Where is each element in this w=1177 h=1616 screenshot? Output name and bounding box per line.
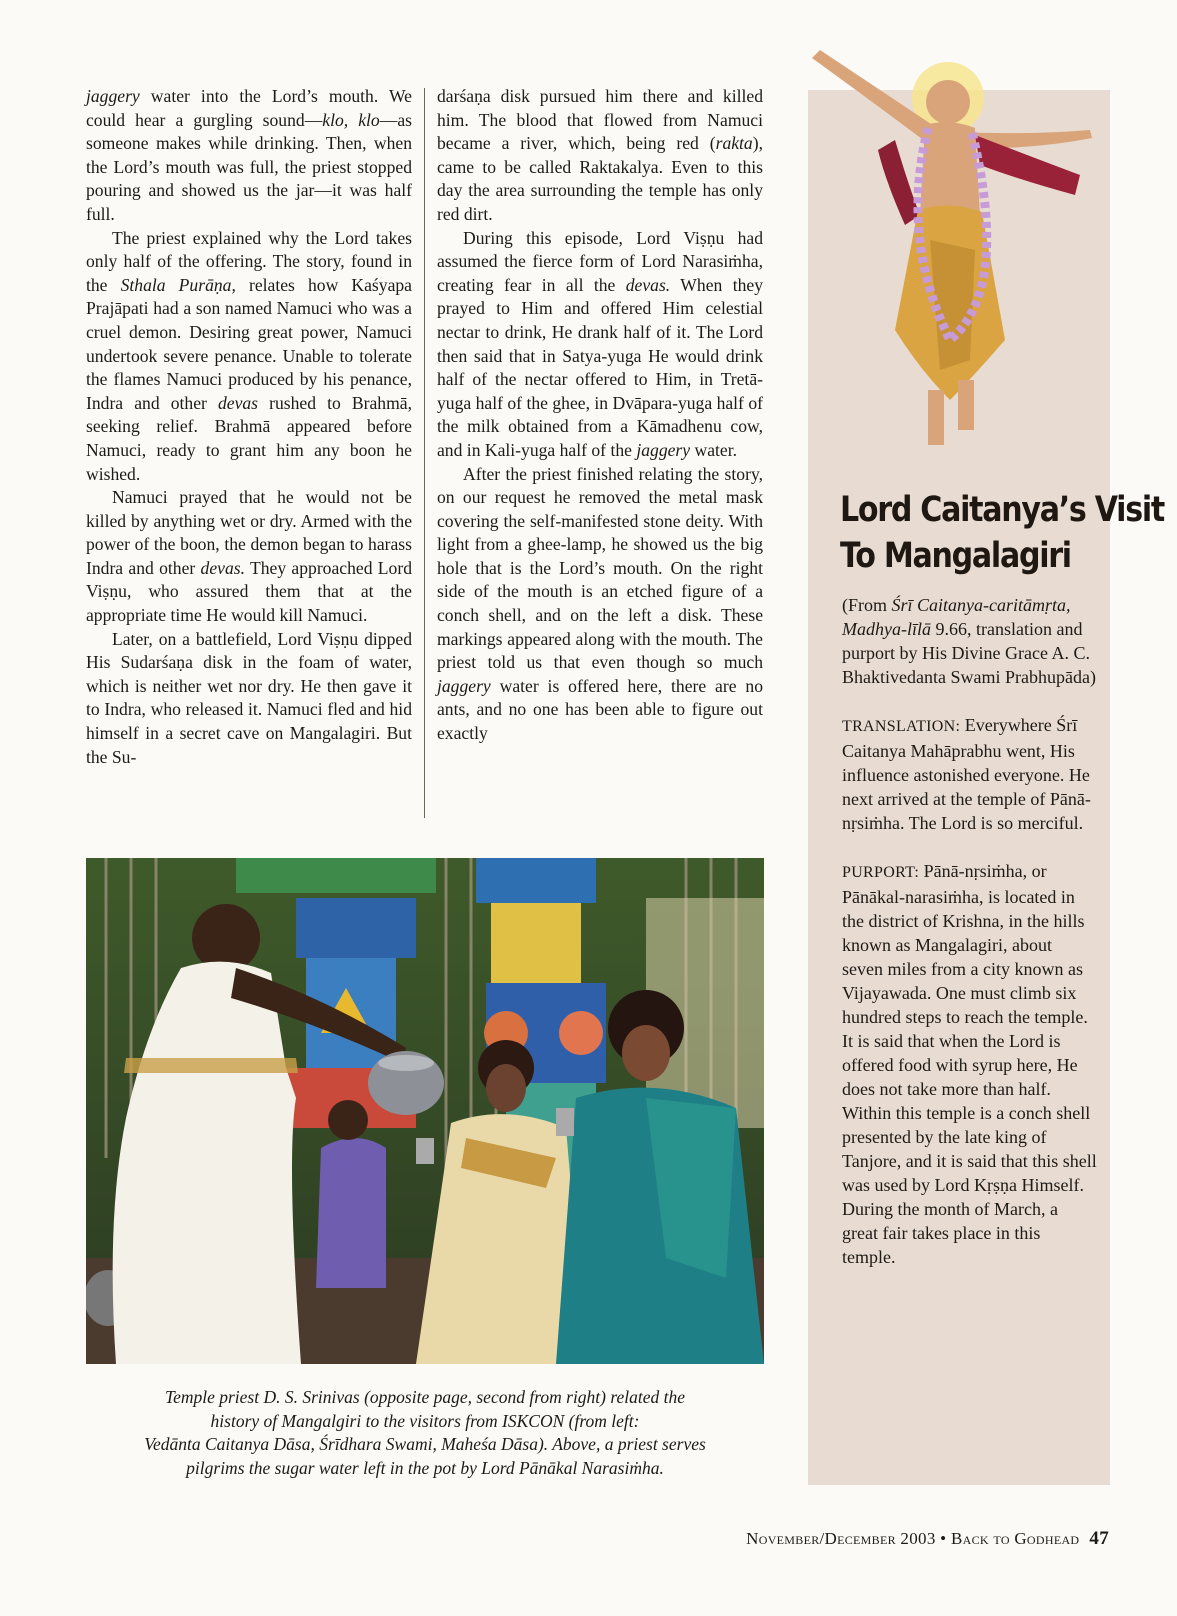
column-divider: [424, 88, 425, 818]
sidebar-title: Lord Caitanya’s Visit To Mangalagiri: [840, 490, 1164, 576]
lord-caitanya-illustration: [800, 40, 1130, 480]
page-footer: [746, 1528, 1109, 1550]
magazine-name: Back to Godhead: [950, 1529, 1080, 1548]
paragraph: darśaṇa disk pursued him there and killed him. The blood that flowed from Namuci became a river, which, being red (rakta), came to be called Raktakalya. Even to this day the area surrounding the temple has only red dirt.: [437, 86, 763, 224]
temple-photo-illustration: [86, 858, 764, 1364]
paragraph: During this episode, Lord Viṣṇu had assumed the fierce form of Lord Narasiṁha, creating fear in all the devas. When they prayed to Him and offered Him celestial nectar to drink, He drank half of it. The Lord then said that in Satya-yuga He would drink half of the nectar offered to Him, in Tretā-yuga half of the ghee, in Dvāpara-yuga half of the milk obtained from a Kāmadhenu cow, and in Kali-yuga half of the jaggery water.: [437, 227, 763, 460]
article-column-2: [437, 85, 763, 746]
sidebar-source: (From Śrī Caitanya-caritāmṛta, Madhya-līlā 9.66, translation and purport by His Divine Grace A. C. Bhaktivedanta Swami Prabhupāda): [842, 595, 1096, 687]
caption-line: Temple priest D. S. Srinivas (opposite page, second from right) related the: [164, 1387, 686, 1407]
page-number: 47: [1089, 1528, 1109, 1549]
paragraph: Later, on a battlefield, Lord Viṣṇu dipped His Sudarśaṇa disk in the foam of water, which is neither wet nor dry. He then gave it to Indra, who released it. Namuci fled and hid himself in a secret cave on Mangalagiri. But the Su-: [86, 628, 412, 767]
paragraph: Namuci prayed that he would not be killed by anything wet or dry. Armed with the power of the boon, the demon began to harass Indra and other devas. They approached Lord Viṣṇu, who assured them that at the appropriate time He would kill Namuci.: [86, 487, 412, 626]
sidebar-body: [842, 593, 1097, 1293]
caption-line: Vedānta Caitanya Dāsa, Śrīdhara Swami, Maheśa Dāsa). Above, a priest serves: [144, 1434, 706, 1454]
paragraph: jaggery water into the Lord’s mouth. We could hear a gurgling sound—klo, klo—as someone makes while drinking. Then, when the Lord’s mouth was full, the priest stopped pouring and showed us the jar—it was half full.: [86, 86, 412, 224]
article-column-1: [86, 85, 412, 769]
paragraph: The priest explained why the Lord takes only half of the offering. The story, found in the Sthala Purāṇa, relates how Kaśyapa Prajāpati had a son named Namuci who was a cruel demon. Desiring great power, Namuci undertook severe penance. Unable to tolerate the flames Namuci produced by his penance, Indra and other devas rushed to Brahmā, seeking relief. Brahmā appeared before Namuci, ready to grant him any boon he wished.: [86, 227, 412, 484]
sidebar-purport: PURPORT: Pānā-nṛsiṁha, or Pānākal-narasiṁha, is located in the district of Krishna, in the hills known as Mangalagiri, about seven miles from a city known as Vijayawada. One must climb six hundred steps to reach the temple. It is said that when the Lord is offered food with syrup here, He does not take more than half. Within this temple is a conch shell presented by the late king of Tanjore, and it is said that this shell was used by Lord Kṛṣṇa Himself. During the month of March, a great fair takes place in this temple.: [842, 861, 1097, 1267]
caption-line: history of Mangalgiri to the visitors from ISKCON (from left:: [210, 1410, 640, 1431]
footer-separator: •: [935, 1529, 951, 1548]
temple-photo: [86, 858, 764, 1364]
sidebar-translation: TRANSLATION: Everywhere Śrī Caitanya Mahāprabhu went, His influence astonished everyone. He next arrived at the temple of Pānā-nṛsiṁha. The Lord is so merciful.: [842, 715, 1091, 833]
paragraph: After the priest finished relating the story, on our request he removed the metal mask covering the self-manifested stone deity. With light from a ghee-lamp, he showed us the big hole that is the Lord’s mouth. On the right side of the mouth is an etched figure of a conch shell, and on the left a disk. These markings appeared along with the mouth. The priest told us that even though so much jaggery water is offered here, there are no ants, and no one has been able to figure out exactly: [437, 463, 763, 744]
photo-caption: [86, 1386, 764, 1480]
lord-caitanya-figure: [800, 40, 1130, 480]
caption-line: pilgrims the sugar water left in the pot by Lord Pānākal Narasiṁha.: [186, 1457, 664, 1478]
issue-date: November/December 2003: [746, 1529, 936, 1548]
